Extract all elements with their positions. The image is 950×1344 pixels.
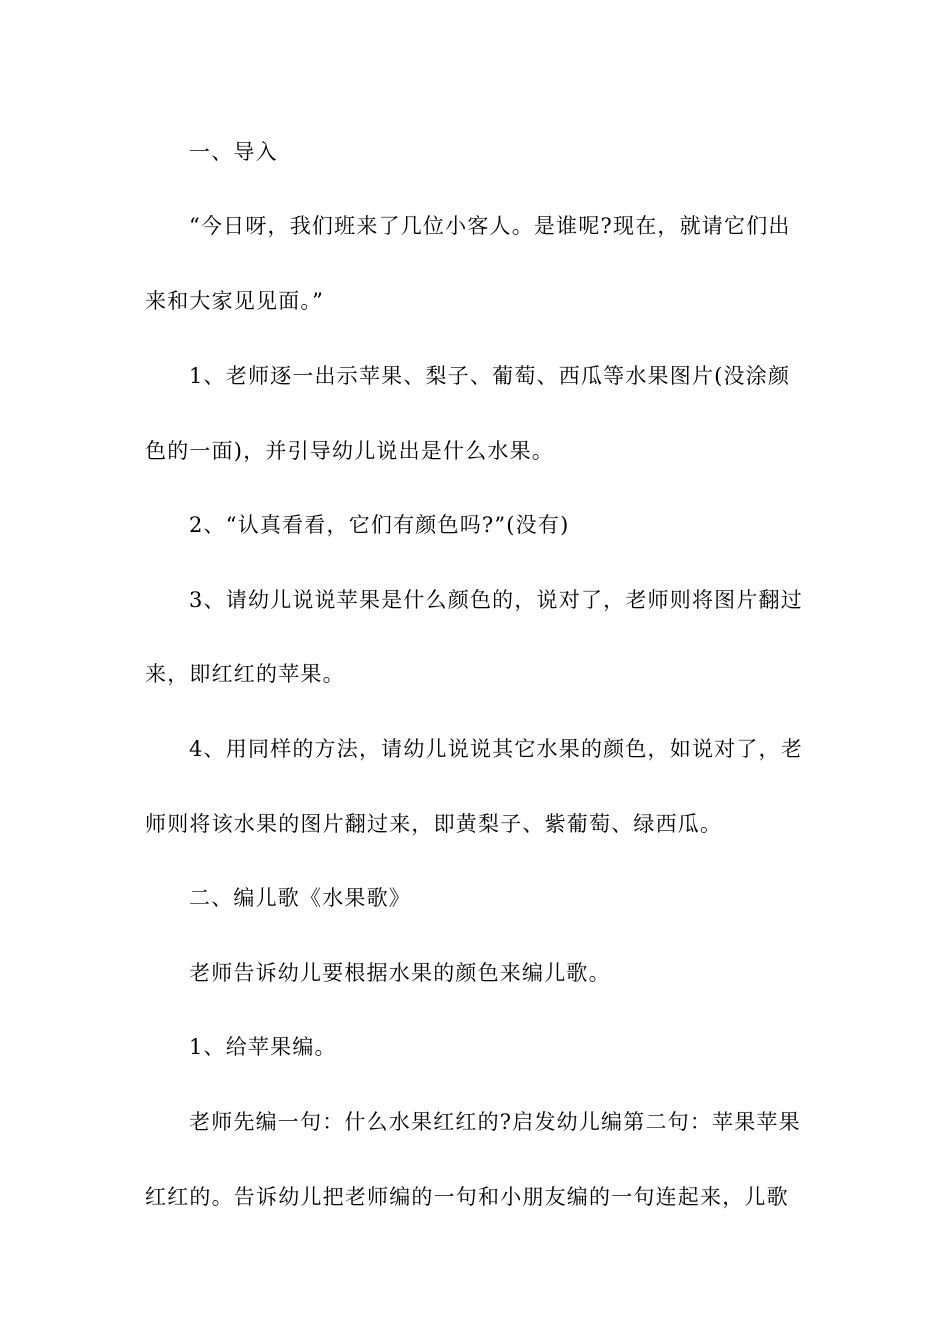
paragraph-line: 来，即红红的苹果。: [145, 662, 345, 686]
paragraph-line: 师则将该水果的图片翻过来，即黄梨子、紫葡萄、绿西瓜。: [145, 812, 723, 836]
paragraph-line: 3、请幼儿说说苹果是什么颜色的，说对了，老师则将图片翻过: [189, 588, 803, 612]
paragraph-line: 来和大家见见面。”: [145, 289, 325, 313]
paragraph-line: 老师告诉幼儿要根据水果的颜色来编儿歌。: [189, 961, 611, 985]
paragraph-line: 老师先编一句：什么水果红红的?启发幼儿编第二句：苹果苹果: [189, 1110, 801, 1134]
paragraph-line: 色的一面)，并引导幼儿说出是什么水果。: [145, 439, 554, 463]
paragraph-line: “今日呀，我们班来了几位小客人。是谁呢?现在，就请它们出: [189, 214, 791, 238]
paragraph-line: 1、给苹果编。: [189, 1035, 337, 1059]
paragraph-line: 红红的。告诉幼儿把老师编的一句和小朋友编的一句连起来，儿歌: [145, 1185, 789, 1209]
section-heading-song: 二、编儿歌《水果歌》: [189, 886, 411, 910]
paragraph-line: 4、用同样的方法，请幼儿说说其它水果的颜色，如说对了，老: [189, 737, 803, 761]
paragraph-line: 1、老师逐一出示苹果、梨子、葡萄、西瓜等水果图片(没涂颜: [189, 364, 791, 388]
section-heading-intro: 一、导入: [189, 140, 278, 164]
paragraph-line: 2、“认真看看，它们有颜色吗?”(没有): [189, 513, 570, 537]
